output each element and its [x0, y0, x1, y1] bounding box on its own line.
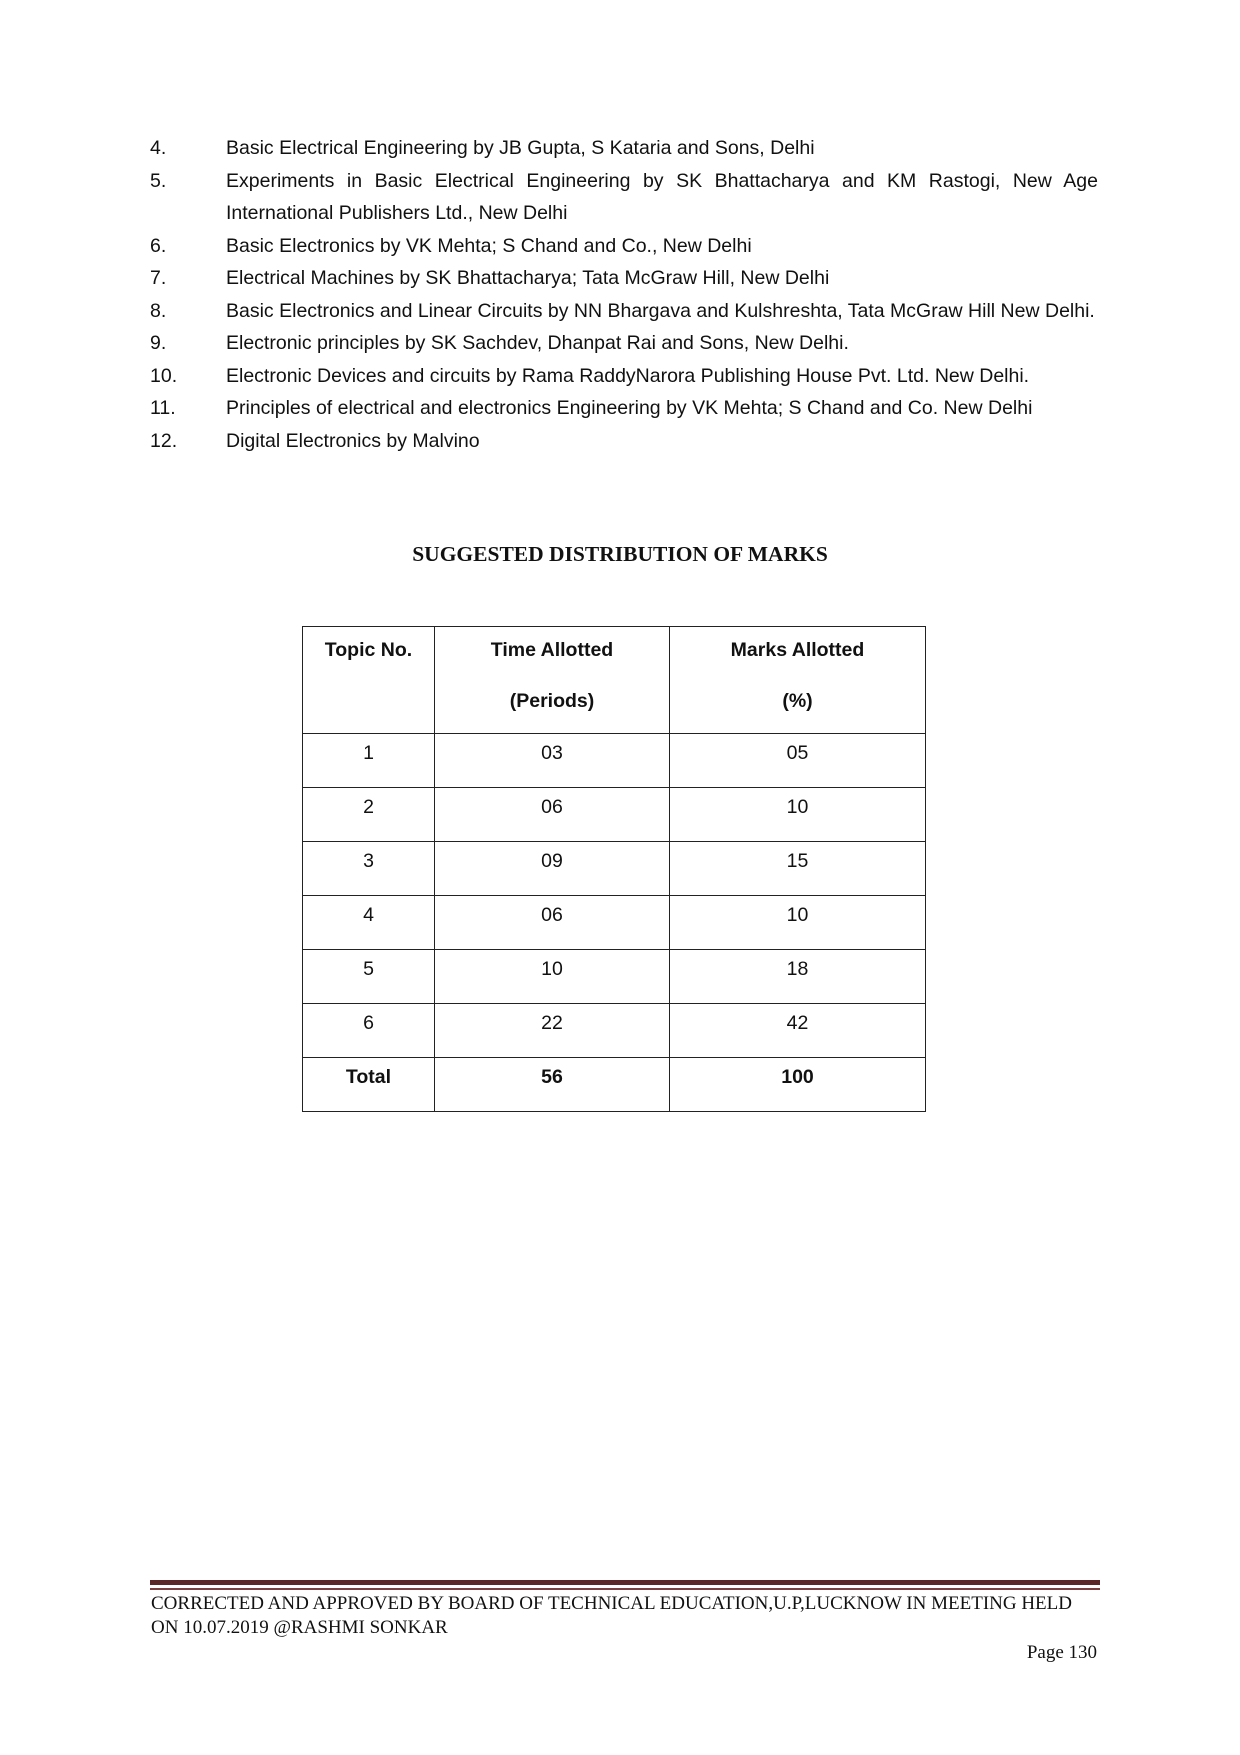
table-row	[303, 734, 926, 788]
header-unit: (Periods)	[509, 690, 595, 712]
topic-cell: 6	[303, 1004, 435, 1058]
header-label: Topic No.	[324, 639, 413, 661]
reference-number: 7.	[150, 267, 167, 289]
page-number: Page 130	[1026, 1642, 1097, 1663]
footer-line-1: CORRECTED AND APPROVED BY BOARD OF TECHNICAL EDUCATION,U.P,LUCKNOW IN MEETING HELD	[151, 1593, 1072, 1614]
reference-item	[150, 360, 1098, 393]
marks-distribution-table	[302, 626, 926, 1112]
total-time: 56	[435, 1058, 670, 1112]
reference-item	[150, 295, 1098, 328]
topic-cell: 3	[303, 842, 435, 896]
reference-number: 10.	[150, 364, 178, 387]
total-row	[303, 1058, 926, 1112]
time-cell: 22	[435, 1004, 670, 1058]
table-header-row	[303, 627, 926, 734]
reference-text: Digital Electronics by Malvino	[226, 429, 480, 452]
table-row	[303, 788, 926, 842]
reference-number: 4.	[150, 137, 167, 159]
marks-cell: 15	[670, 842, 926, 896]
footer-note	[151, 1592, 1101, 1640]
reference-text: Electronic Devices and circuits by Rama RaddyNarora Publishing House Pvt. Ltd. New Delhi.	[226, 364, 1030, 387]
reference-number: 12.	[150, 429, 178, 452]
reference-text: Principles of electrical and electronics Engineering by VK Mehta; S Chand and Co. New Delhi	[226, 397, 1033, 419]
topic-cell: 1	[303, 734, 435, 788]
footer-line-2: ON 10.07.2019 @RASHMI SONKAR	[151, 1617, 448, 1638]
table-row	[303, 1004, 926, 1058]
reference-item	[150, 230, 1098, 263]
topic-cell: 4	[303, 896, 435, 950]
marks-cell: 10	[670, 896, 926, 950]
reference-item	[150, 165, 1098, 230]
header-time-allotted	[435, 627, 670, 734]
marks-cell: 18	[670, 950, 926, 1004]
time-cell: 06	[435, 788, 670, 842]
total-marks: 100	[670, 1058, 926, 1112]
topic-cell: 2	[303, 788, 435, 842]
reference-text: Electronic principles by SK Sachdev, Dhanpat Rai and Sons, New Delhi.	[226, 332, 849, 354]
reference-item	[150, 425, 1098, 458]
footer-rule-thin	[150, 1588, 1100, 1590]
reference-item	[150, 132, 1098, 165]
reference-text: Basic Electronics and Linear Circuits by NN Bhargava and Kulshreshta, Tata McGraw Hill New Delhi.	[226, 299, 1095, 322]
header-label: Time Allotted	[490, 639, 614, 661]
header-unit: (%)	[782, 690, 813, 712]
time-cell: 10	[435, 950, 670, 1004]
marks-cell: 42	[670, 1004, 926, 1058]
reference-number: 6.	[150, 234, 167, 257]
header-topic-no	[303, 627, 435, 734]
reference-item	[150, 327, 1098, 360]
reference-number: 5.	[150, 169, 167, 192]
reference-text: Experiments in Basic Electrical Engineering by SK Bhattacharya and KM Rastogi, New Age International Publishers Ltd., New Delhi	[226, 169, 1098, 224]
time-cell: 09	[435, 842, 670, 896]
header-label: Marks Allotted	[730, 639, 865, 661]
reference-number: 8.	[150, 299, 167, 322]
section-heading: SUGGESTED DISTRIBUTION OF MARKS	[412, 542, 828, 566]
header-marks-allotted	[670, 627, 926, 734]
marks-cell: 10	[670, 788, 926, 842]
time-cell: 03	[435, 734, 670, 788]
reference-number: 11.	[150, 397, 176, 419]
reference-number: 9.	[150, 332, 167, 354]
reference-item	[150, 392, 1098, 425]
reference-list	[150, 132, 1098, 457]
marks-cell: 05	[670, 734, 926, 788]
table-row	[303, 842, 926, 896]
table-row	[303, 896, 926, 950]
reference-text: Electrical Machines by SK Bhattacharya; Tata McGraw Hill, New Delhi	[226, 267, 830, 289]
reference-text: Basic Electronics by VK Mehta; S Chand and Co., New Delhi	[226, 234, 752, 257]
reference-text: Basic Electrical Engineering by JB Gupta, S Kataria and Sons, Delhi	[226, 137, 815, 159]
time-cell: 06	[435, 896, 670, 950]
topic-cell: 5	[303, 950, 435, 1004]
total-label: Total	[303, 1058, 435, 1112]
reference-item	[150, 262, 1098, 295]
footer-rule	[150, 1580, 1100, 1585]
table-row	[303, 950, 926, 1004]
